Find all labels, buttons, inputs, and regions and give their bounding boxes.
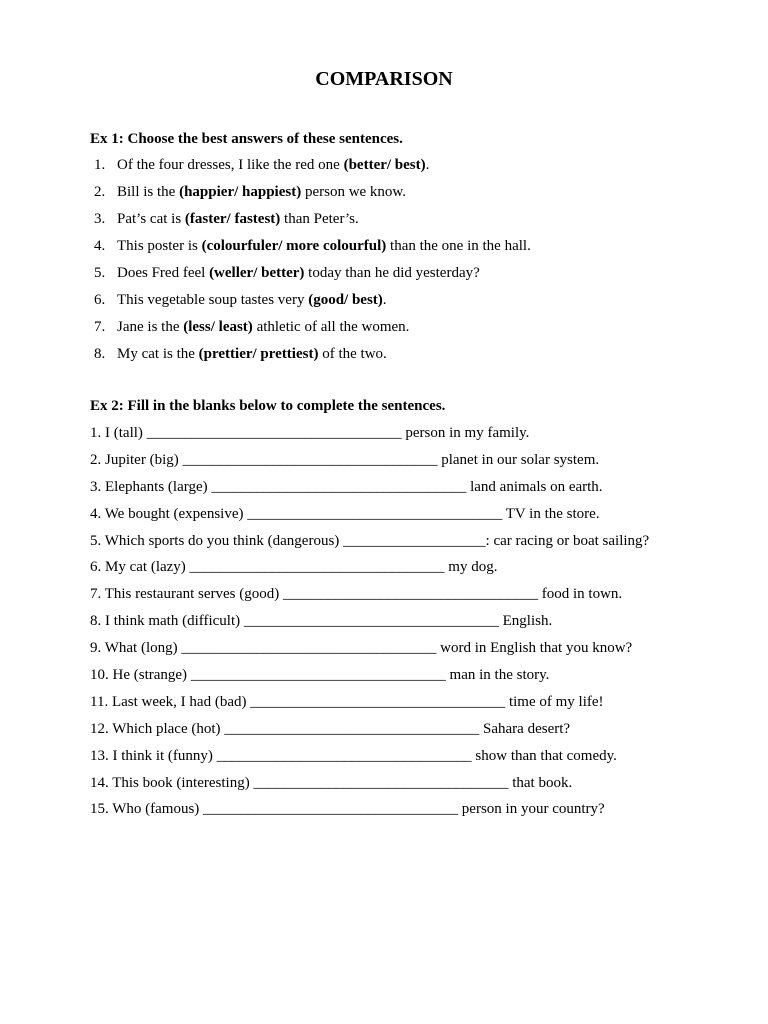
list-item [90,345,531,372]
answer-choices: (faster/ fastest) [184,211,281,227]
item-number: 7. [94,319,106,335]
list-item: 4. We bought (expensive) __________________________________ TV in the store. [90,505,600,522]
item-text: My cat is the [117,346,199,362]
item-number: 4. [94,238,106,254]
list-item [90,210,531,237]
ex1-heading: Ex 1: Choose the best answers of these sentences. [90,131,403,147]
answer-choices: (better/ best) [343,157,426,173]
list-item: 13. I think it (funny) __________________________________ show than that comedy. [90,747,617,764]
list-item: 8. I think math (difficult) __________________________________ English. [90,613,553,630]
list-item [90,156,531,183]
list-item: 11. Last week, I had (bad) __________________________________ time of my life! [90,693,604,710]
item-number: 6. [94,292,106,308]
item-number: 2. [94,184,106,200]
item-text: Pat’s cat is [117,211,185,227]
list-item: 1. I (tall) __________________________________ person in my family. [90,425,530,441]
item-text-end: of the two. [318,346,387,362]
list-item: 12. Which place (hot) __________________________________ Sahara desert? [90,720,571,737]
item-text: Does Fred feel [117,265,210,281]
list-item: 10. He (strange) __________________________________ man in the story. [90,667,550,684]
item-number: 3. [94,211,106,227]
answer-choices: (good/ best) [308,292,383,308]
item-text: Bill is the [117,184,180,200]
item-text: This poster is [117,238,202,254]
list-item [90,291,531,318]
ex2-list [90,424,649,827]
answer-choices: (colourfuler/ more colourful) [201,238,387,254]
answer-choices: (happier/ happiest) [179,184,302,200]
list-item [90,237,531,264]
list-item: 9. What (long) __________________________________ word in English that you know? [90,640,633,657]
item-number: 1. [94,157,106,173]
list-item: 2. Jupiter (big) __________________________________ planet in our solar system. [90,451,600,468]
item-text: This vegetable soup tastes very [117,292,309,308]
answer-choices: (less/ least) [183,319,253,335]
list-item: 7. This restaurant serves (good) __________________________________ food in town. [90,586,623,603]
item-text-end: . [382,292,387,308]
list-item: 3. Elephants (large) __________________________________ land animals on earth. [90,478,603,495]
list-item [90,264,531,291]
answer-choices: (weller/ better) [209,265,305,281]
item-text-end: athletic of all the women. [252,319,410,335]
list-item: 14. This book (interesting) __________________________________ that book. [90,774,573,791]
list-item: 6. My cat (lazy) __________________________________ my dog. [90,559,498,576]
list-item [90,183,531,210]
ex1-list [90,156,531,372]
answer-choices: (prettier/ prettiest) [198,346,319,362]
item-text-end: than Peter’s. [280,211,359,227]
item-number: 8. [94,346,106,362]
item-text-end: today than he did yesterday? [304,265,480,281]
item-text-end: . [425,157,430,173]
list-item [90,318,531,345]
item-text: Of the four dresses, I like the red one [117,157,344,173]
page-title: COMPARISON [315,68,453,90]
ex2-heading: Ex 2: Fill in the blanks below to complete the sentences. [90,398,446,414]
list-item: 5. Which sports do you think (dangerous) ___________________: car racing or boat sailing? [90,532,650,549]
list-item: 15. Who (famous) __________________________________ person in your country? [90,801,605,818]
item-text-end: person we know. [301,184,407,200]
item-number: 5. [94,265,106,281]
item-text: Jane is the [117,319,184,335]
item-text-end: than the one in the hall. [386,238,531,254]
